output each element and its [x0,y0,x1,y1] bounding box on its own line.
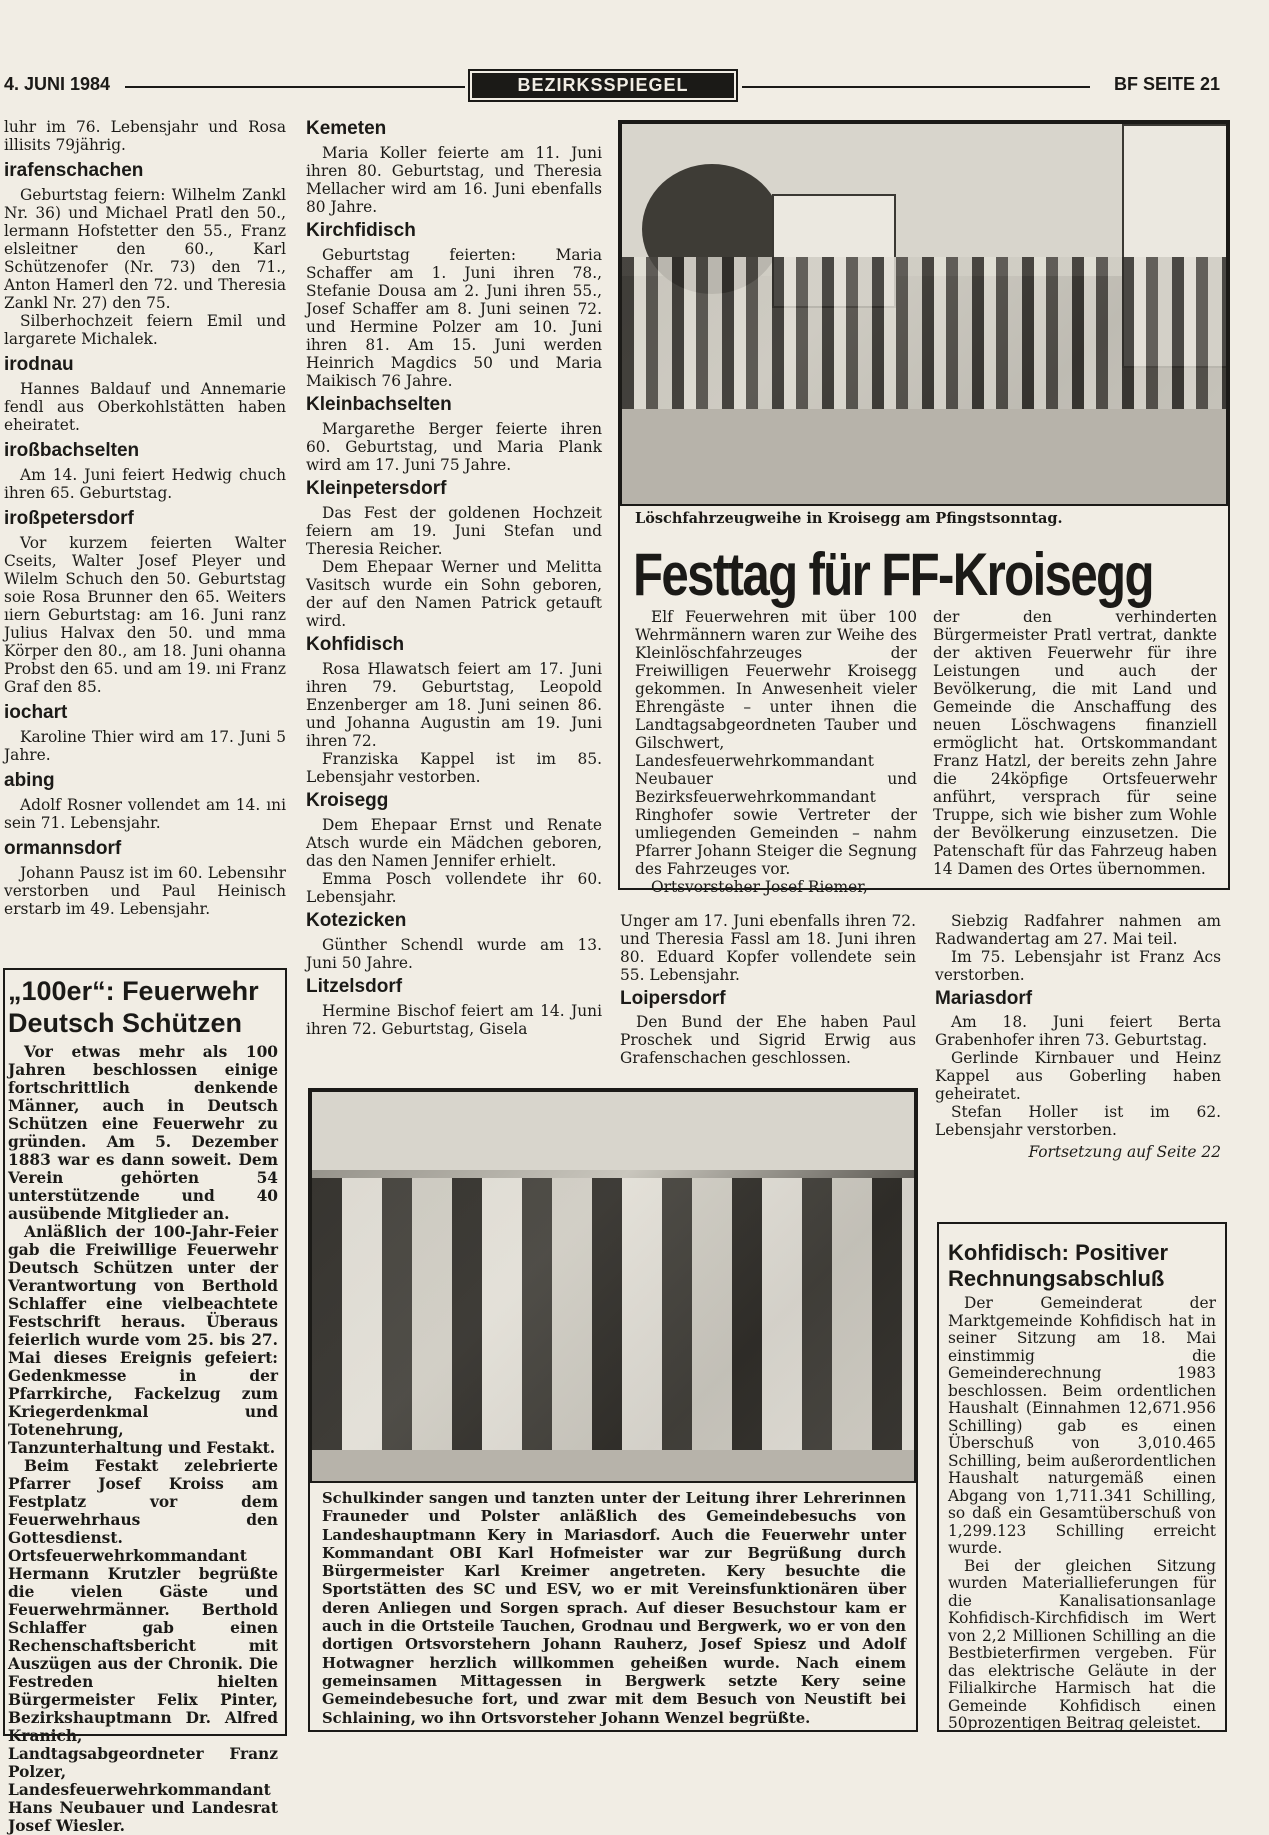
entry [4,770,286,832]
entry-title: abing [4,770,55,791]
anniversary-paragraph: Anläßlich der 100-Jahr-Feier gab die Freiwillige Feuerwehr Deutsch Schützen unter der Verantwortung von Berthold Schlaffer eine vielbeachtete Festschrift heraus. Überaus feierlich wurde vom 25. bis 27. Mai dieses Ereignis gefeiert: Gedenkmesse in der Pfarrkirche, Fackelzug zum Kriegerdenkmal und Totenehrung, Tanzunterhaltung und Festakt. [8,1223,278,1457]
entry-text: Emma Posch vollendete ihr 60. Lebensjahr. [306,870,602,906]
entry [4,118,286,154]
feature-paragraph: Elf Feuerwehren mit über 100 Wehrmännern waren zur Weihe des Kleinlöschfahrzeuges der Freiwilligen Feuerwehr Kroisegg gekommen. In Anwesenheit vieler Ehrengäste – unter ihnen die Landtagsabgeordneten Tauber und Gilschwert, Landesfeuerwehrkommandant Neubauer und Bezirksfeuerwehrkommandant Ringhofer sowie Vertreter der umliegenden Gemeinden – nahm Pfarrer Johann Steiger die Segnung des Fahrzeuges vor. [635,608,917,878]
entry-text: Den Bund der Ehe haben Paul Proschek und Sigrid Erwig aus Grafenschachen geschlossen. [620,1013,916,1067]
entry [4,838,286,918]
entry-text: Das Fest der goldenen Hochzeit feiern am 19. Juni Stefan und Theresia Reicher. [306,504,602,558]
continued-note: Fortsetzung auf Seite 22 [1028,1143,1221,1161]
issue-date: 4. JUNI 1984 [4,74,111,94]
header-rule-left [125,86,465,88]
entry-title: irafenschachen [4,160,144,181]
entry-text: Vor kurzem feierten Walter Cseits, Walter Josef Pleyer und Wilelm Schuch den 50. Geburtstag soie Rosa Brunner den 65. Weiters ıiern Geburtstag: am 16. Juni ranz Julius Halvax den 50. und mma Körper den 80., am 18. Juni ohanna Probst den 65. und am 19. ıni Franz Graf den 85. [4,534,286,696]
entry [4,508,286,696]
entry-text: Siebzig Radfahrer nahmen am Radwandertag am 27. Mai teil. [935,912,1221,948]
entry-title: Kohfidisch [306,634,405,655]
entry-title: Kotezicken [306,910,407,931]
entry-text: Adolf Rosner vollendet am 14. ıni sein 71. Lebensjahr. [4,796,286,832]
entry-text: Im 75. Lebensjahr ist Franz Acs verstorben. [935,948,1221,984]
entry [306,220,602,390]
feature-photo-caption: Löschfahrzeugweihe in Kroisegg am Pfingstsonntag. [635,510,1063,527]
entry-title: Kemeten [306,118,387,139]
photo-crowd [622,257,1226,409]
photo-ground [312,1450,914,1481]
budget-paragraph: Der Gemeinderat der Marktgemeinde Kohfidisch hat in seiner Sitzung am 18. Mai einstimmig die Gemeinderechnung 1983 beschlossen. Beim ordentlichen Haushalt (Einnahmen 12,671.956 Schilling) gab es einen Überschuß von 3,010.465 Schilling, beim außerordentlichen Haushalt naturgemäß einen Abgang von 1,711.341 Schilling, so daß ein Gesamtüberschuß von 1,299.123 Schilling erreicht wurde. [948,1294,1216,1557]
entry [4,440,286,502]
budget-headline: Kohfidisch: Positiver Rechnungsabschluß [948,1240,1169,1291]
entry-title: iochart [4,702,68,723]
photo-ground [622,409,1226,504]
entry [306,910,602,972]
entry-text: Margarethe Berger feierte ihren 60. Geburtstag, und Maria Plank wird am 17. Juni 75 Jahre. [306,420,602,474]
entry-text: Silberhochzeit feiern Emil und largarete Michalek. [4,312,286,348]
page-number: BF SEITE 21 [1113,74,1220,94]
entry [306,478,602,630]
entry-title: Kleinpetersdorf [306,478,447,499]
births-column-2 [306,118,602,1038]
entry-title: Mariasdorf [935,988,1033,1009]
entry-title: iroßbachselten [4,440,140,461]
entry-text: Günther Schendl wurde am 13. Juni 50 Jahre. [306,936,602,972]
anniversary-text [8,1043,278,1835]
section-title: BEZIRKSSPIEGEL [472,73,734,98]
births-column-3 [620,912,916,1067]
entry-text: Hannes Baldauf und Annemarie fendl aus Oberkohlstätten haben eheiratet. [4,380,286,434]
entry-text: Dem Ehepaar Werner und Melitta Vasitsch wurde ein Sohn geboren, der auf den Namen Patrick getauft wird. [306,558,602,630]
feature-text-left [635,608,917,896]
entry-title: Kirchfidisch [306,220,416,241]
entry [4,354,286,434]
births-column-4 [935,912,1221,1161]
entry-title: irodnau [4,354,74,375]
section-title-box [468,69,738,102]
entry-text: Geburtstag feiern: Wilhelm Zankl Nr. 36) und Michael Pratl den 50., lermann Hofstetter den 55., Franz elsleitner den 60., Karl Schützenofer (Nr. 73) den 71., Anton Hamerl den 72. und Theresia Zankl Nr. 27) den 75. [4,186,286,312]
entry-text: Rosa Hlawatsch feiert am 17. Juni ihren 79. Geburtstag, Leopold Enzenberger am 18. Juni seinen 86. und Johanna Augustin am 19. Juni ihren 72. [306,660,602,750]
entry-text: Karoline Thier wird am 17. Juni 5 Jahre. [4,728,286,764]
entry-text: luhr im 76. Lebensjahr und Rosa illisits 79jährig. [4,118,286,154]
fire-truck-consecration-photo [620,122,1228,506]
entry-title: Kroisegg [306,790,389,811]
entry-text: Stefan Holler ist im 62. Lebensjahr verstorben. [935,1103,1221,1139]
budget-paragraph: Bei der gleichen Sitzung wurden Materiallieferungen für die Kanalisationsanlage Kohfidisch-Kirchfidisch im Wert von 2,2 Millionen Schilling an die Bestbieterfirmen vergeben. Für das elektrische Geläute in der Filialkirche Harmisch hat die Gemeinde Kohfidisch einen 50prozentigen Beitrag geleistet. [948,1556,1216,1732]
budget-text [948,1295,1216,1733]
photo-dancers [312,1178,914,1450]
entry-text: Hermine Bischof feiert am 14. Juni ihren 72. Geburtstag, Gisela [306,1002,602,1038]
feature-paragraph: Ortsvorsteher Josef Riemer, [651,878,868,896]
entry-text: Dem Ehepaar Ernst und Renate Atsch wurde ein Mädchen geboren, das den Namen Jennifer erhielt. [306,816,602,870]
entry [306,394,602,474]
entry-text: Geburtstag feierten: Maria Schaffer am 1. Juni ihren 78., Stefanie Dousa am 2. Juni ihren 55., Josef Schaffer am 8. Juni seinen 72. und Hermine Polzer am 10. Juni ihren 81. Am 15. Juni werden Heinrich Magdics 50 und Maria Maikisch 76 Jahre. [306,246,602,390]
entry-text: Unger am 17. Juni ebenfalls ihren 72. und Theresia Fassl am 18. Juni ihren 80. Eduard Kopfer vollendete sein 55. Lebensjahr. [620,912,916,984]
feature-text-right [933,608,1217,878]
entry-text: Franziska Kappel ist im 85. Lebensjahr vestorben. [306,750,602,786]
feature-paragraph: der den verhinderten Bürgermeister Pratl vertrat, dankte der aktiven Feuerwehr für ihre Leistungen und auch der Bevölkerung, die mit Land und Gemeinde die Anschaffung des neuen Löschwagens finanziell ermöglicht hat. Ortskommandant Franz Hatzl, der bereits zehn Jahre die 24köpfige Ortsfeuerwehr anführt, versprach für seine Truppe, sich wie bisher zum Wohle der Bevölkerung einzusetzen. Die Patenschaft für das Fahrzeug haben 14 Damen des Ortes übernommen. [933,608,1217,878]
entry [4,160,286,348]
school-children-photo [310,1090,916,1483]
anniversary-paragraph: Beim Festakt zelebrierte Pfarrer Josef Kroiss am Festplatz vor dem Feuerwehrhaus den Gottesdienst. Ortsfeuerwehrkommandant Hermann Krutzler begrüßte die vielen Gäste und Feuerwehrmänner. Berthold Schlaffer gab einen Rechenschaftsbericht mit Auszügen aus der Chronik. Die Festreden hielten Bürgermeister Felix Pinter, Bezirkshauptmann Dr. Alfred Kranich, Landtagsabgeordneter Franz Polzer, Landesfeuerwehrkommandant Hans Neubauer und Landesrat Josef Wiesler. [8,1457,278,1835]
entry-title: Loipersdorf [620,988,726,1009]
entry-text: Am 14. Juni feiert Hedwig chuch ihren 65. Geburtstag. [4,466,286,502]
entry-title: Litzelsdorf [306,976,403,997]
entry [306,790,602,906]
anniversary-headline: „100er“: Feuerwehr Deutsch Schützen [8,976,259,1038]
anniversary-paragraph: Vor etwas mehr als 100 Jahren beschlossen einige fortschrittlich denkende Männer, auch in Deutsch Schützen eine Feuerwehr zu gründen. Am 5. Dezember 1883 war es dann soweit. Dem Verein gehörten 54 unterstützende und 40 ausübende Mitglieder an. [8,1043,278,1223]
entry [306,118,602,216]
entry [4,702,286,764]
births-column-1 [4,118,286,918]
entry-title: iroßpetersdorf [4,508,134,529]
photo-sky [312,1092,914,1170]
school-children-caption: Schulkinder sangen und tanzten unter der Leitung ihrer Lehrerinnen Frauneder und Polster anläßlich des Gemeindebesuchs von Landeshauptmann Kery in Mariasdorf. Auch die Feuerwehr unter Kommandant OBI Karl Hofmeister war zur Begrüßung durch Bürgermeister Karl Kreimer angetreten. Kery besuchte die Sportstätten des SC und ESV, wo er mit Vereinsfunktionären über deren Anliegen und Sorgen sprach. Auf dieser Besuchstour kam er auch in die Ortsteile Tauchen, Grodnau und Bergwerk, wo er von den dortigen Ortsvorstehern Johann Rauherz, Josef Spiesz und Adolf Hotwagner herzlich willkommen geheißen wurde. Nach einem gemeinsamen Mittagessen in Bergwerk setzte Kery seine Gemeindebesuche fort, und zwar mit dem Besuch von Neustift bei Schlaining, wo ihn Ortsvorsteher Johann Wenzel begrüßte. [322,1490,906,1727]
entry [306,976,602,1038]
feature-headline: Festtag für FF-Kroisegg [633,541,1153,608]
entry-text: Maria Koller feierte am 11. Juni ihren 80. Geburtstag, und Theresia Mellacher wird am 16. Juni ebenfalls 80 Jahre. [306,144,602,216]
header-rule-right [742,86,1090,88]
entry-text: Am 18. Juni feiert Berta Grabenhofer ihren 73. Geburtstag. [935,1013,1221,1049]
entry-title: ormannsdorf [4,838,122,859]
entry-title: Kleinbachselten [306,394,452,415]
entry-text: Gerlinde Kirnbauer und Heinz Kappel aus Goberling haben geheiratet. [935,1049,1221,1103]
entry [306,634,602,786]
entry-text: Johann Pausz ist im 60. Lebensıhr verstorben und Paul Heinisch erstarb im 49. Lebensjahr. [4,864,286,918]
